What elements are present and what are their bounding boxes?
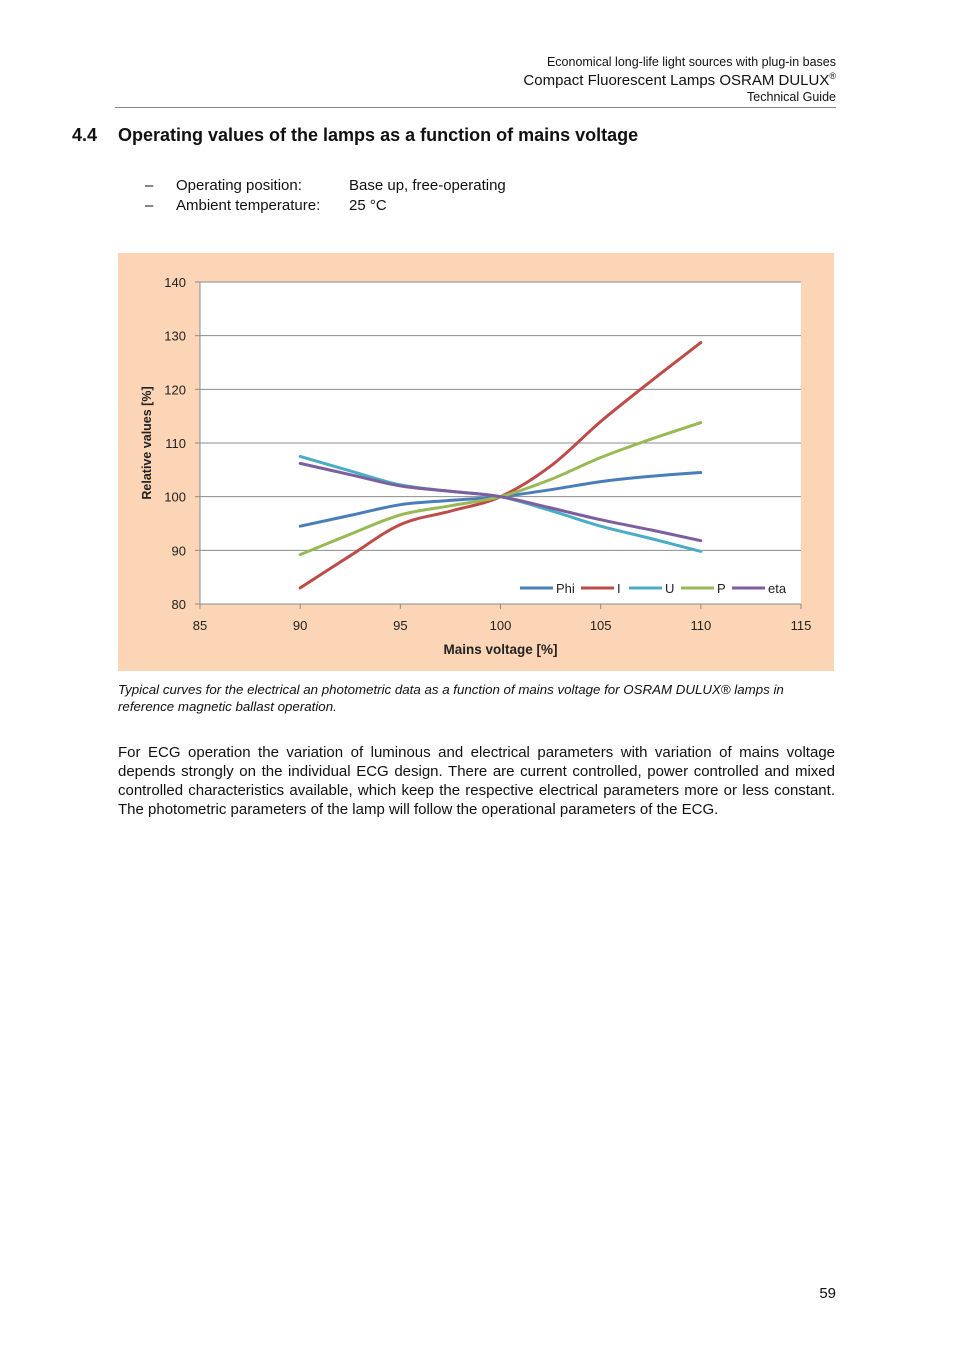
condition-label: Operating position: [176, 177, 302, 194]
section-number: 4.4 [72, 125, 98, 145]
legend-label-phi: Phi [556, 581, 575, 596]
section-title: Operating values of the lamps as a function of mains voltage [118, 125, 639, 145]
x-tick-label: 115 [790, 618, 812, 633]
header-title-text: Compact Fluorescent Lamps OSRAM DULUX [523, 72, 830, 89]
registered-mark: ® [829, 71, 836, 81]
legend-label-p: P [717, 581, 726, 596]
x-tick-label: 90 [292, 618, 308, 633]
line-chart [118, 253, 834, 671]
condition-label: Ambient temperature: [176, 197, 321, 214]
legend-label-u: U [665, 581, 675, 596]
body-paragraph: For ECG operation the variation of luminous and electrical parameters with variation of mains voltage depends strongly on the individual ECG design. There are current controlled, power controlled and mixed controlled characteristics available, which keep the respective electrical parameters more or less constant. The photometric parameters of the lamp will follow the operational parameters of the ECG. [118, 744, 835, 818]
page-number: 59 [819, 1285, 836, 1302]
x-tick-label: 85 [192, 618, 208, 633]
y-tick-label: 130 [164, 328, 186, 344]
condition-value: Base up, free-operating [349, 177, 506, 194]
header-subtitle: Economical long-life light sources with plug-in bases [546, 55, 836, 69]
x-tick-label: 110 [690, 618, 712, 633]
y-tick-label: 140 [164, 275, 186, 290]
y-tick-label: 100 [164, 489, 186, 505]
x-tick-label: 105 [589, 618, 612, 633]
header-guide-label: Technical Guide [747, 90, 836, 104]
condition-value: 25 °C [349, 197, 387, 214]
y-axis-title: Relative values [%] [140, 386, 154, 500]
x-axis-title: Mains voltage [%] [443, 642, 558, 657]
header-divider [115, 107, 836, 108]
header-title [523, 71, 836, 89]
legend-label-i: I [617, 581, 621, 596]
x-tick-label: 100 [489, 618, 512, 633]
x-tick-label: 95 [393, 618, 408, 633]
legend-label-eta: eta [768, 581, 787, 596]
condition-dash: – [145, 177, 154, 194]
y-tick-label: 90 [171, 543, 186, 559]
chart-area [118, 253, 834, 671]
figure-caption: Typical curves for the electrical an photometric data as a function of mains voltage for OSRAM DULUX® lamps in reference magnetic ballast operation. [118, 682, 784, 714]
y-tick-label: 80 [171, 597, 186, 612]
y-tick-label: 120 [164, 382, 186, 398]
y-tick-label: 110 [165, 436, 186, 451]
condition-dash: – [145, 197, 154, 214]
